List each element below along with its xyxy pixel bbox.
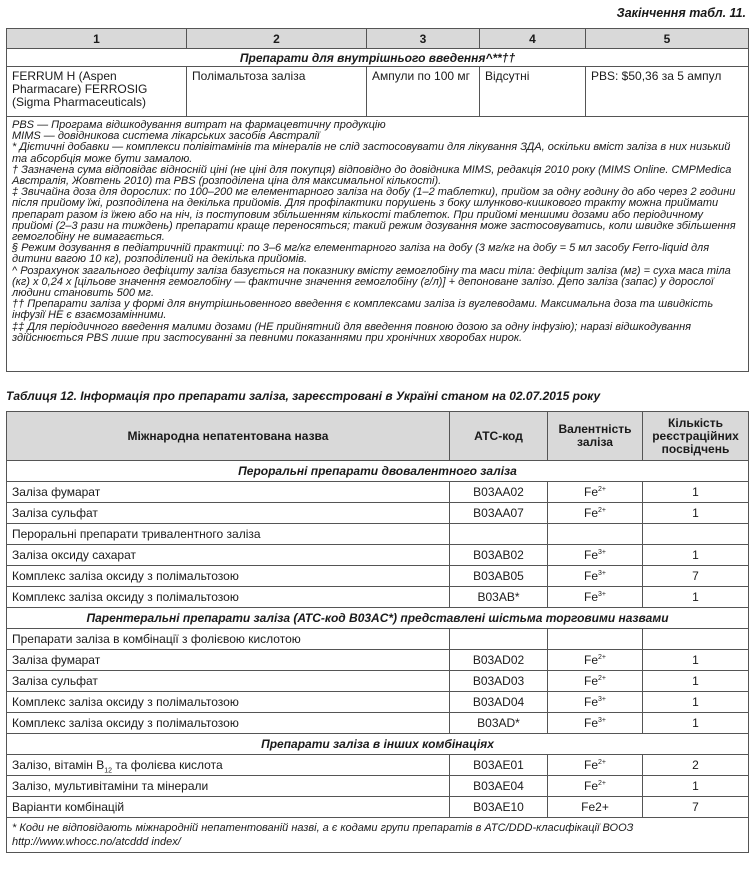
table-row: [7, 776, 749, 797]
column-number: 5: [586, 29, 749, 49]
atc-code: [450, 524, 548, 545]
note: ‡‡ Для періодичного введення малими дозами (НЕ прийнятний для введення повною дозою за одну інфузію); наразі відшкодування здійснюється PBS лише при застосуванні за певними показаннями при хронічних хворобах нирок.: [12, 320, 692, 344]
inn-name-tail: та фолієва кислота: [112, 758, 223, 772]
inn-name-text: Заліза сульфат: [12, 506, 98, 520]
valence-charge: 2+: [595, 800, 609, 814]
table-11: [6, 28, 749, 372]
registration-count: 1: [643, 482, 749, 503]
column-number: 1: [7, 29, 187, 49]
fe-symbol: Fe: [584, 674, 599, 688]
fe-symbol: Fe: [584, 506, 599, 520]
table-row: [7, 566, 749, 587]
fe-symbol: Fe: [584, 653, 599, 667]
registration-count: 2: [643, 755, 749, 776]
iron-valence: [548, 650, 643, 671]
atc-code: B03AE10: [450, 797, 548, 818]
iron-valence: [548, 524, 643, 545]
header-count: Кількість реєстраційних посвідчень: [643, 412, 749, 461]
valence-charge: 2+: [598, 486, 606, 493]
fe-symbol: Fe: [581, 800, 596, 814]
iron-valence: [548, 713, 643, 734]
vitamin-subscript: 12: [104, 767, 113, 775]
registration-count: 1: [643, 692, 749, 713]
product-name: FERRUM H (Aspen Pharmacare) FERROSIG (Sigma Pharmaceuticals): [7, 67, 187, 117]
footnote-text: * Коди не відповідають міжнародній непатентованій назві, а є кодами групи препаратів в ATC/DDD-класифікації ВООЗ http://www.whocc.no/atcddd index/: [12, 822, 634, 849]
table-11-header: [7, 29, 749, 49]
inn-name-text: Заліза фумарат: [12, 485, 101, 499]
valence-charge: 2+: [598, 507, 606, 514]
inn-name-text: Заліза сульфат: [12, 674, 98, 688]
atc-code: B03AD03: [450, 671, 548, 692]
inn-name-text: Комплекс заліза оксиду з полімальтозою: [12, 716, 239, 730]
iron-valence: [548, 671, 643, 692]
valence-charge: 2+: [598, 654, 606, 661]
note: † Зазначена сума відповідає відносній ціні (не ціні для покупця) відповідно до довідника MIMS, редакція 2010 року (MIMS Online. CMPMedica Австралія, Жовтень 2010) та PBS (розподілена ціна для максимальної кількості).: [12, 163, 732, 188]
fe-symbol: Fe: [584, 779, 599, 793]
registration-count: [643, 629, 749, 650]
valence-charge: 2+: [598, 675, 606, 682]
inn-name: [7, 587, 450, 608]
inn-name: [7, 524, 450, 545]
fe-symbol: Fe: [584, 590, 599, 604]
table-row: [7, 755, 749, 776]
table-row: [7, 650, 749, 671]
inn-name-text: Заліза оксиду сахарат: [12, 548, 136, 562]
continuation-title: Закінчення табл. 11.: [616, 6, 746, 20]
note: * Дієтичні добавки — комплекси полівітамінів та мінералів не слід застосовувати для лікування ЗДА, оскільки вміст заліза в них низький та абсорбція може бути замалою.: [12, 141, 731, 165]
footnote-row: [7, 818, 749, 853]
inn-name: [7, 545, 450, 566]
atc-code: B03AB05: [450, 566, 548, 587]
inn-name-text: Комплекс заліза оксиду з полімальтозою: [12, 569, 239, 583]
note: †† Препарати заліза у формі для внутрішньовенного введення є комплексами заліза із вуглеводами. Максимальна доза та швидкість інфузії НЕ є взаємозамінними.: [12, 298, 714, 322]
header-valence: Валентність заліза: [548, 412, 643, 461]
valence-charge: 3+: [598, 549, 606, 556]
price: PBS: $50,36 за 5 ампул: [586, 67, 749, 117]
table-12: [6, 411, 749, 853]
table-row: [7, 629, 749, 650]
notes-row: [7, 117, 749, 372]
section-row: [7, 49, 749, 67]
table-row: [7, 503, 749, 524]
table-12-header: [7, 412, 749, 461]
inn-name: [7, 566, 450, 587]
inn-name: [7, 755, 450, 776]
iron-valence: [548, 692, 643, 713]
table-row: [7, 713, 749, 734]
inn-name: [7, 482, 450, 503]
valence-charge: 3+: [598, 717, 606, 724]
section-title: Препарати заліза в інших комбінаціях: [7, 734, 749, 755]
column-number: 3: [367, 29, 480, 49]
registration-count: [643, 524, 749, 545]
atc-code: B03AD02: [450, 650, 548, 671]
table-row: [7, 545, 749, 566]
inn-name: [7, 671, 450, 692]
registration-count: 1: [643, 713, 749, 734]
registration-count: 1: [643, 503, 749, 524]
registration-count: 1: [643, 545, 749, 566]
registration-count: 1: [643, 776, 749, 797]
atc-code: B03AE04: [450, 776, 548, 797]
footnote: [7, 818, 749, 853]
inn-name: [7, 650, 450, 671]
dosage-form: Ампули по 100 мг: [367, 67, 480, 117]
table-row: [7, 797, 749, 818]
atc-code: B03AA07: [450, 503, 548, 524]
section-row: [7, 734, 749, 755]
fe-symbol: Fe: [584, 548, 599, 562]
inn-name-text: Заліза фумарат: [12, 653, 101, 667]
note: ^ Розрахунок загального дефіциту заліза базується на показнику вмісту гемоглобіну та маси тіла: дефіцит заліза (мг) = суха маса тіла (кг) х 0,24 х [цільове значення гемоглобіну — фактичне значення гемоглобіну (г/л)] + депоноване залізо. Депо заліза (запас) у дорослої людини становить 500 мг.: [12, 264, 731, 300]
valence-charge: 2+: [598, 780, 606, 787]
atc-code: B03AD*: [450, 713, 548, 734]
fe-symbol: Fe: [584, 716, 599, 730]
registration-count: 7: [643, 797, 749, 818]
table-row: [7, 587, 749, 608]
inn-name: [7, 692, 450, 713]
availability: Відсутні: [480, 67, 586, 117]
iron-valence: [548, 776, 643, 797]
fe-symbol: Fe: [584, 485, 599, 499]
header-inn: Міжнародна непатентована назва: [7, 412, 450, 461]
inn-name-text: Варіанти комбінацій: [12, 800, 125, 814]
table-12-body: [7, 461, 749, 818]
table-row: [7, 671, 749, 692]
inn-name-text: Комплекс заліза оксиду з полімальтозою: [12, 590, 239, 604]
inn-name: [7, 713, 450, 734]
inn-name: [7, 503, 450, 524]
section-title: Препарати для внутрішнього введення^**††: [7, 49, 749, 67]
note: MIMS — довідникова система лікарських засобів Австралії: [12, 130, 320, 143]
iron-valence: [548, 503, 643, 524]
note: § Режим дозування в педіатричній практиці: по 3–6 мг/кг елементарного заліза на добу (3 мг/кг на добу = 5 мл засобу Ferro-liquid для дитини вагою 10 кг), розподілений на декілька прийомів.: [12, 242, 710, 266]
registration-count: 1: [643, 671, 749, 692]
registration-count: 1: [643, 587, 749, 608]
valence-charge: 3+: [598, 591, 606, 598]
note: ‡ Звичайна доза для дорослих: по 100–200 мг елементарного заліза на добу (1–2 таблетки), прийом за одну годину до або через 2 години після прийому їжі, розподілена на декілька прийомів. Для профілактики порушень з боку шлунково-кишкового тракту можна приймати препарат разом із їжею або на ніч, із поступовим збільшенням кількості таблеток. При прийомі меншими дозами або періодичному прийомі (2–3 рази на тиждень) препарати краще переносяться; такий режим дозування може застосовуватись, коли швидке збільшення гемоглобіну не вимагається.: [12, 186, 736, 244]
table-row: [7, 524, 749, 545]
inn-name: [7, 776, 450, 797]
table-row: [7, 67, 749, 117]
registration-count: 1: [643, 650, 749, 671]
inn-name-text: Залізо, вітамін B: [12, 758, 105, 772]
column-number: 4: [480, 29, 586, 49]
iron-valence: [548, 755, 643, 776]
valence-charge: 3+: [598, 570, 606, 577]
atc-code: B03AB*: [450, 587, 548, 608]
iron-valence: [548, 566, 643, 587]
section-title: Пероральні препарати двовалентного заліза: [7, 461, 749, 482]
iron-valence: [548, 545, 643, 566]
iron-valence: [548, 587, 643, 608]
inn-name-text: Пероральні препарати тривалентного заліза: [12, 527, 261, 541]
table-row: [7, 692, 749, 713]
atc-code: B03AD04: [450, 692, 548, 713]
valence-charge: 2+: [598, 759, 606, 766]
atc-code: B03AA02: [450, 482, 548, 503]
section-title: Парентеральні препарати заліза (АТС-код B03AC*) представлені шістьма торговими назвами: [7, 608, 749, 629]
inn-name: [7, 629, 450, 650]
iron-valence: [548, 629, 643, 650]
iron-valence: [548, 482, 643, 503]
inn-name-text: Препарати заліза в комбінації з фолієвою кислотою: [12, 632, 301, 646]
note: PBS — Програма відшкодування витрат на фармацевтичну продукцію: [12, 119, 386, 131]
registration-count: 7: [643, 566, 749, 587]
column-number: 2: [187, 29, 367, 49]
inn-name-text: Залізо, мультивітаміни та мінерали: [12, 779, 209, 793]
active-substance: Полімальтоза заліза: [187, 67, 367, 117]
section-row: [7, 608, 749, 629]
inn-name: [7, 797, 450, 818]
atc-code: B03AB02: [450, 545, 548, 566]
notes-cell: [7, 117, 749, 372]
fe-symbol: Fe: [584, 695, 599, 709]
table-12-title: Таблиця 12. Інформація про препарати заліза, зареєстровані в Україні станом на 02.07.2015 року: [6, 389, 601, 403]
section-row: [7, 461, 749, 482]
valence-charge: 3+: [598, 696, 606, 703]
table-row: [7, 482, 749, 503]
atc-code: B03AE01: [450, 755, 548, 776]
fe-symbol: Fe: [584, 758, 599, 772]
fe-symbol: Fe: [584, 569, 599, 583]
iron-valence: [548, 797, 643, 818]
header-atc: АТС-код: [450, 412, 548, 461]
atc-code: [450, 629, 548, 650]
inn-name-text: Комплекс заліза оксиду з полімальтозою: [12, 695, 239, 709]
